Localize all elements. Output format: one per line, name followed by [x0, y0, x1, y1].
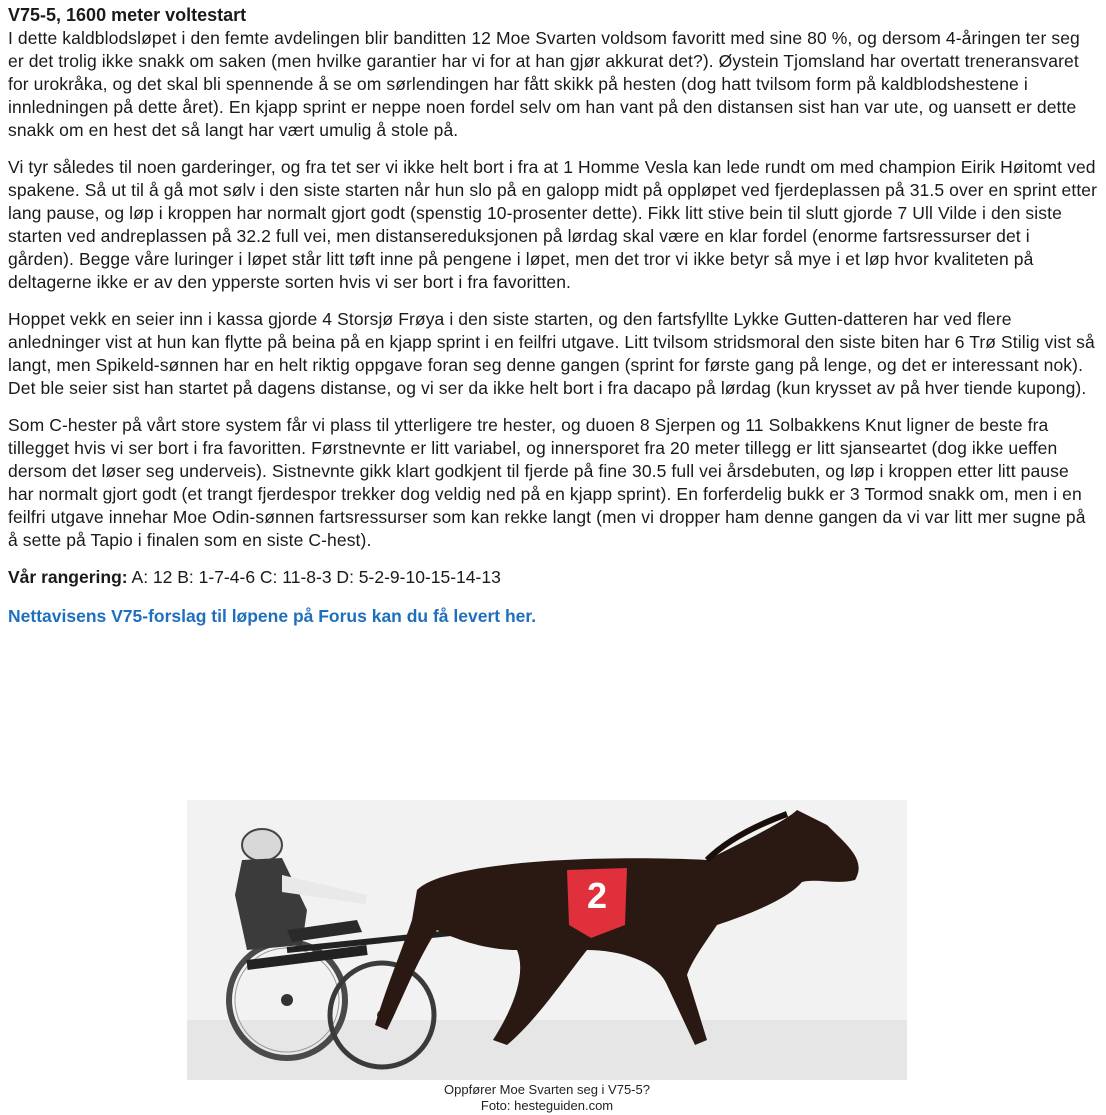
paragraph-4: Som C-hester på vårt store system får vi plass til ytterligere tre hester, og duoen 8 Sjerpen og 11 Solbakkens Knut ligner de beste fra tillegget hvis vi ser bort i fra favoritten. Førstnevnte er litt variabel, og innersporet fra 20 meter tillegg er litt sjanseartet (dog ikke ueffen dersom det løser seg underveis). Sistnevnte gikk klart godkjent til fjerde på fine 30.5 full vei årsdebuten, og løp i kroppen etter litt pause har normalt gjort godt (et trangt fjerdespor trekker dog veldig ned på en kjapp sprint). En forferdelig bukk er 3 Tormod snakk om, men i en feilfri utgave innehar Moe Odin-sønnen fartsressurser som kan rekke langt (men vi dropper ham denne gangen da vi var litt mer sugne på å sette på Tapio i finalen som en siste C-hest). — [8, 415, 1086, 550]
caption-line-2: Foto: hesteguiden.com — [480, 1098, 614, 1113]
paragraph-2: Vi tyr således til noen garderinger, og fra tet ser vi ikke helt bort i fra at 1 Homme Vesla kan lede rundt om med champion Eirik Høitomt ved spakene. Så ut til å gå mot sølv i den siste starten når hun slo på en galopp midt på oppløpet ved fjerdeplassen på 31.5 over en sprint etter lang pause, og løp i kroppen har normalt gjort godt (spenstig 10-prosenter dette). Fikk litt stive bein til slutt gjorde 7 Ull Vilde i den siste starten ved andreplassen på 32.2 full vei, men distansereduksjonen på lørdag skal være en klar fordel (enorme fartsressurser det i gården). Begge våre luringer i løpet står litt tøft inne på pengene i løpet, men det tror vi ikke betyr så mye i et løp hvor kvaliteten på deltagerne ikke er av den ypperste sorten hvis vi ser bort i fra favoritten. — [8, 157, 1098, 292]
ranking-value: A: 12 B: 1-7-4-6 C: 11-8-3 D: 5-2-9-10-15-14-13 — [127, 567, 501, 587]
ranking-label: Vår rangering: — [8, 567, 128, 587]
photo-caption — [187, 1082, 907, 1114]
caption-line-1: Oppfører Moe Svarten seg i V75-5? — [444, 1082, 650, 1097]
ranking — [8, 566, 1098, 589]
trotting-horse-photo — [187, 800, 907, 1080]
number-cloth — [567, 868, 627, 938]
article — [8, 4, 1098, 628]
number-cloth-text: 2 — [586, 875, 608, 916]
article-heading: V75-5, 1600 meter voltestart — [8, 5, 247, 25]
paragraph-1: I dette kaldblodsløpet i den femte avdelingen blir banditten 12 Moe Svarten voldsom favoritt med sine 80 %, og dersom 4-åringen ter seg er det trolig ikke snakk om saken (men hvilke garantier har vi for at han gjør akkurat det?). Øystein Tjomsland har overtatt treneransvaret for urokråka, og det skal bli spennende å se om sørlendingen har fått skikk på hesten (dog hatt tvilsom form på kaldblodshestene i innledningen på dette året). En kjapp sprint er neppe noen fordel selv om han vant på den distansen sist han var ute, og uansett er dette snakk om en hest det så langt har vært umulig å stole på. — [8, 28, 1080, 140]
paragraph-3: Hoppet vekk en seier inn i kassa gjorde 4 Storsjø Frøya i den siste starten, og den fartsfyllte Lykke Gutten-datteren har ved flere anledninger vist at hun kan flytte på beina på en kjapp sprint i en feilfri utgave. Litt tvilsom stridsmoral den siste biten har 6 Trø Stilig vist så langt, men Spikeld-sønnen har en helt riktig oppgave foran seg denne gangen (sprint for første gang på lenge, og det er interessant nok). Det ble seier sist han startet på dagens distanse, og vi ser da ikke helt bort i fra dacapo på lørdag (kun krysset av på hver tiende kupong). — [8, 309, 1095, 398]
forslag-link[interactable]: Nettavisens V75-forslag til løpene på Forus kan du få levert her. — [8, 606, 537, 626]
photo-illustration — [187, 800, 907, 1080]
